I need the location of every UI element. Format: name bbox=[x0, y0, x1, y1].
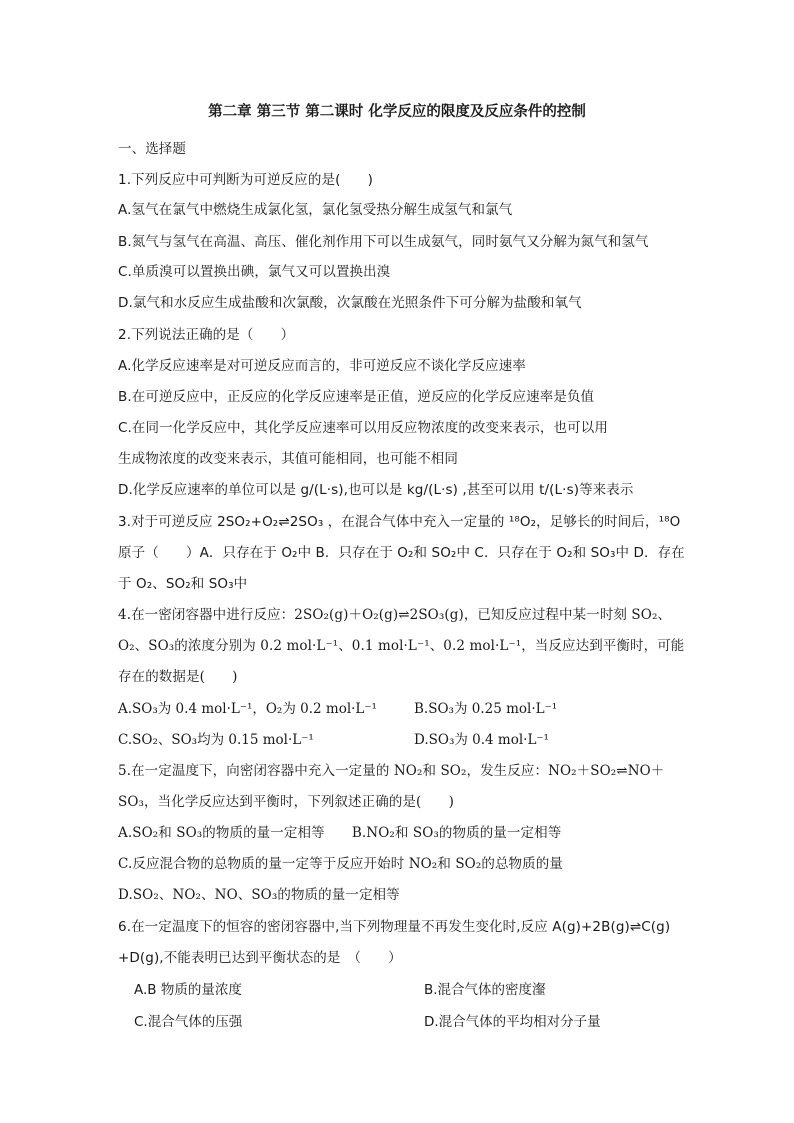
q3-line-3: 于 O₂、SO₂和 SO₃中 bbox=[118, 576, 248, 592]
q6-option-a: A.B 物质的量浓度 bbox=[134, 982, 242, 998]
q1-option-d: D.氯气和水反应生成盐酸和次氯酸，次氯酸在光照条件下可分解为盐酸和氧气 bbox=[118, 295, 582, 311]
q6-line-2: +D(g),不能表明已达到平衡状态的是 （ ） bbox=[118, 950, 402, 966]
q2-option-d: D.化学反应速率的单位可以是 g/(L·s),也可以是 kg/(L·s) ,甚至可以用 t/(L·s)等来表示 bbox=[118, 482, 634, 498]
q2-option-c-line2: 生成物浓度的改变来表示，其值可能相同，也可能不相同 bbox=[118, 451, 458, 467]
q5-options-ab: A.SO₂和 SO₃的物质的量一定相等 B.NO₂和 SO₃的物质的量一定相等 bbox=[118, 825, 562, 841]
q4-line-1: 4.在一密闭容器中进行反应：2SO₂(g)＋O₂(g)⇌2SO₃(g)，已知反应过程中某一时刻 SO₂、 bbox=[118, 607, 672, 623]
q2-option-c-line1: C.在同一化学反应中，其化学反应速率可以用反应物浓度的改变来表示，也可以用 bbox=[118, 420, 608, 436]
q4-option-b: B.SO₃为 0.25 mol·L⁻¹ bbox=[414, 701, 558, 717]
q4-option-a: A.SO₃为 0.4 mol·L⁻¹，O₂为 0.2 mol·L⁻¹ bbox=[118, 701, 377, 717]
q5-line-1: 5.在一定温度下，向密闭容器中充入一定量的 NO₂和 SO₂，发生反应：NO₂＋SO₂⇌NO＋ bbox=[118, 763, 665, 779]
q3-line-2: 原子（ ）A．只存在于 O₂中 B．只存在于 O₂和 SO₂中 C．只存在于 O₂和 SO₃中 D．存在 bbox=[118, 545, 685, 561]
q5-option-c: C.反应混合物的总物质的量一定等于反应开始时 NO₂和 SO₂的总物质的量 bbox=[118, 856, 563, 872]
q4-line-3: 存在的数据是( ) bbox=[118, 669, 238, 685]
q2-option-b: B.在可逆反应中，正反应的化学反应速率是正值，逆反应的化学反应速率是负值 bbox=[118, 389, 595, 405]
q2-option-a: A.化学反应速率是对可逆反应而言的，非可逆反应不谈化学反应速率 bbox=[118, 358, 526, 374]
q1-stem: 1.下列反应中可判断为可逆反应的是( ) bbox=[118, 172, 374, 188]
q6-option-b: B.混合气体的密度瀣 bbox=[424, 982, 546, 998]
section-heading: 一、选择题 bbox=[118, 141, 186, 157]
q1-option-c: C.单质溴可以置换出碘，氯气又可以置换出溴 bbox=[118, 264, 391, 280]
q6-line-1: 6.在一定温度下的恒容的密闭容器中,当下列物理量不再发生变化时,反应 A(g)+2B(g)⇌C(g) bbox=[118, 919, 671, 935]
q5-line-2: SO₃，当化学反应达到平衡时，下列叙述正确的是( ) bbox=[118, 794, 454, 810]
q3-line-1: 3.对于可逆反应 2SO₂+O₂⇌2SO₃ ，在混合气体中充入一定量的 ¹⁸O₂，足够长的时间后，¹⁸O bbox=[118, 514, 681, 530]
q4-option-c: C.SO₂、SO₃均为 0.15 mol·L⁻¹ bbox=[118, 732, 314, 748]
q1-option-b: B.氮气与氢气在高温、高压、催化剂作用下可以生成氨气，同时氨气又分解为氮气和氢气 bbox=[118, 234, 649, 250]
page-title: 第二章 第三节 第二课时 化学反应的限度及反应条件的控制 bbox=[208, 104, 586, 120]
q5-option-d: D.SO₂、NO₂、NO、SO₃的物质的量一定相等 bbox=[118, 887, 400, 903]
q4-option-d: D.SO₃为 0.4 mol·L⁻¹ bbox=[414, 732, 549, 748]
q6-option-d: D.混合气体的平均相对分子量 bbox=[424, 1014, 601, 1030]
q1-option-a: A.氢气在氯气中燃烧生成氯化氢，氯化氢受热分解生成氢气和氯气 bbox=[118, 202, 513, 218]
q2-stem: 2.下列说法正确的是（ ） bbox=[118, 327, 295, 343]
q4-line-2: O₂、SO₃的浓度分别为 0.2 mol·L⁻¹、0.1 mol·L⁻¹、0.2 mol·L⁻¹，当反应达到平衡时，可能 bbox=[118, 638, 685, 654]
q6-option-c: C.混合气体的压强 bbox=[134, 1014, 243, 1030]
